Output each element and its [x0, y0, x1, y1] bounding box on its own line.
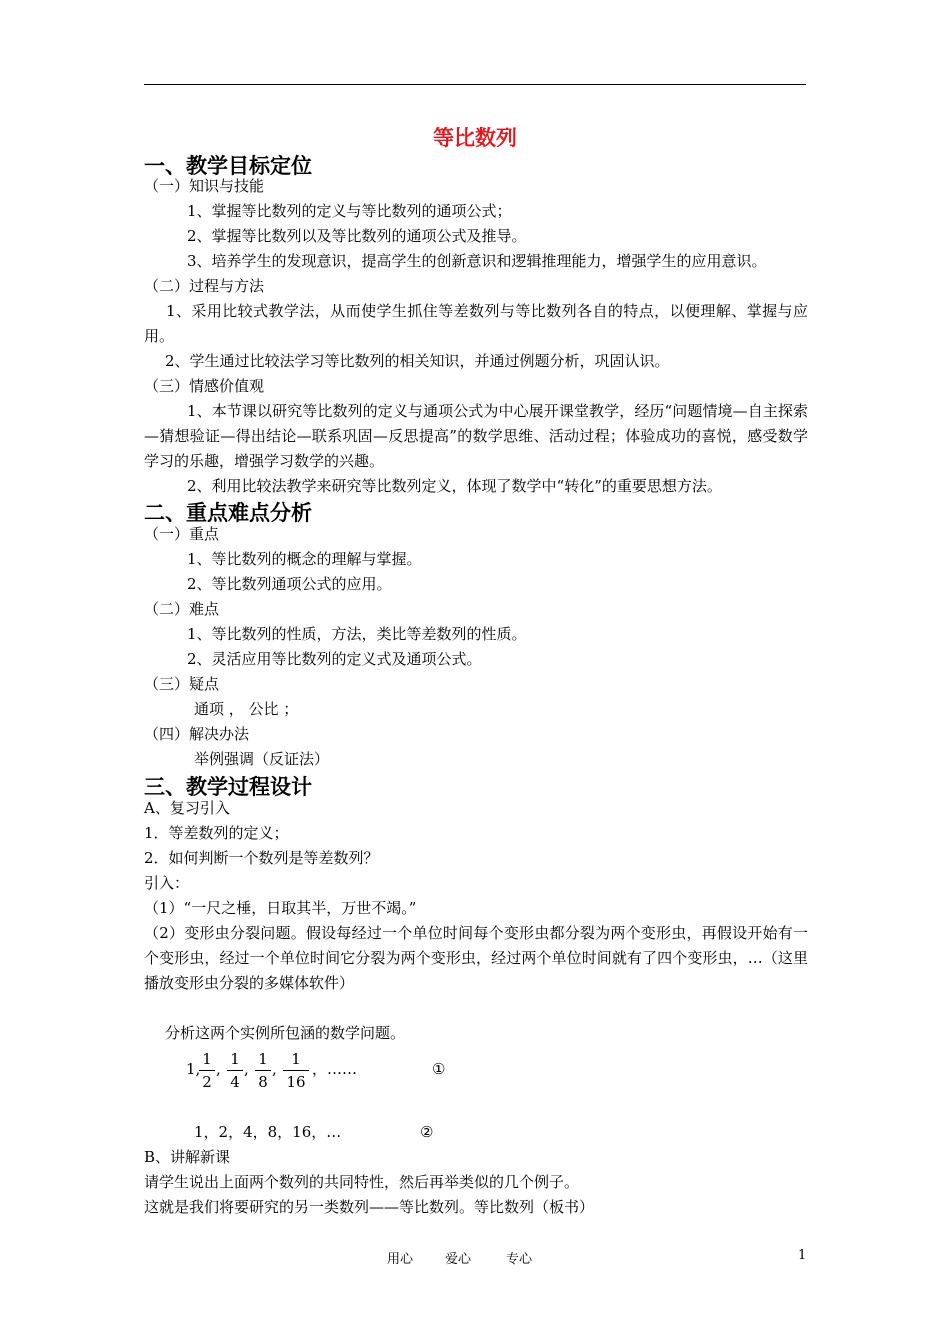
- footer-word: 用心: [387, 1252, 414, 1267]
- sequence-lead: 1,: [186, 1060, 201, 1078]
- paragraph: 1、本节课以研究等比数列的定义与通项公式为中心展开课堂教学，经历“问题情境—自主探索—猜想验证—得出结论—联系巩固—反思提高”的数学思维、活动过程；体验成功的喜悦，感受数学学习的乐趣，增强学习数学的兴趣。: [144, 402, 808, 470]
- separator: ,: [272, 1060, 277, 1078]
- list-item: 1、掌握等比数列的定义与等比数列的通项公式；: [187, 202, 512, 220]
- page-title: 等比数列: [433, 126, 517, 150]
- list-item: 1．等差数列的定义；: [144, 824, 289, 842]
- list-item: 2．如何判断一个数列是等差数列？: [144, 849, 379, 867]
- numerator: 1: [202, 1050, 212, 1068]
- list-item: 2、等比数列通项公式的应用。: [187, 575, 392, 593]
- paragraph: 分析这两个实例所包涵的数学问题。: [165, 1024, 406, 1042]
- footer-word: 专心: [506, 1252, 533, 1267]
- denominator: 2: [202, 1073, 212, 1091]
- paragraph: （2）变形虫分裂问题。假设每经过一个单位时间每个变形虫都分裂为两个变形虫，再假设开始有一个变形虫，经过一个单位时间它分裂为两个变形虫，经过两个单位时间就有了四个变形虫，…（这里播放变形虫分裂的多媒体软件）: [144, 924, 808, 992]
- paragraph: 请学生说出上面两个数列的共同特性，然后再举类似的几个例子。: [144, 1173, 580, 1191]
- subheading: （四）解决办法: [144, 725, 250, 743]
- section-heading-2: 二、重点难点分析: [144, 501, 312, 525]
- list-item: 1、等比数列的性质，方法，类比等差数列的性质。: [187, 625, 527, 643]
- numerator: 1: [258, 1050, 268, 1068]
- numerator: 1: [291, 1050, 301, 1068]
- denominator: 8: [258, 1073, 268, 1091]
- subheading: （一）重点: [144, 525, 220, 543]
- sequence-2: 1，2，4，8，16，…: [194, 1123, 342, 1141]
- marker-1: ①: [432, 1060, 446, 1078]
- list-item: 3、培养学生的发现意识，提高学生的创新意识和逻辑推理能力，增强学生的应用意识。: [187, 252, 767, 270]
- paragraph: 1、采用比较式教学法，从而使学生抓住等差数列与等比数列各自的特点，以便理解、掌握与应用。: [144, 302, 808, 345]
- subheading: （二）难点: [144, 600, 220, 618]
- separator: ,: [244, 1060, 249, 1078]
- denominator: 4: [230, 1073, 240, 1091]
- section-heading-1: 一、教学目标定位: [144, 154, 312, 178]
- subheading: A、复习引入: [144, 799, 230, 817]
- fraction: [199, 1049, 215, 1092]
- denominator: 16: [286, 1073, 306, 1091]
- footer-word: 爱心: [445, 1252, 472, 1267]
- section-heading-3: 三、教学过程设计: [144, 775, 312, 799]
- numerator: 1: [230, 1050, 240, 1068]
- header-rule: [144, 84, 806, 85]
- separator: ,: [216, 1060, 221, 1078]
- subheading: （二）过程与方法: [144, 277, 265, 295]
- subheading: B、讲解新课: [144, 1148, 231, 1166]
- marker-2: ②: [420, 1123, 434, 1141]
- list-item: 2、掌握等比数列以及等比数列的通项公式及推导。: [187, 227, 527, 245]
- paragraph: 引入：: [144, 874, 190, 892]
- list-item: 举例强调（反证法）: [194, 750, 330, 768]
- subheading: （三）情感价值观: [144, 377, 265, 395]
- page-number: 1: [798, 1248, 807, 1263]
- list-item: 1、等比数列的概念的理解与掌握。: [187, 550, 422, 568]
- subheading: （一）知识与技能: [144, 177, 265, 195]
- list-item: 通项 ， 公比 ；: [194, 700, 299, 718]
- fraction: [227, 1049, 243, 1092]
- fraction: [255, 1049, 271, 1092]
- sequence-tail: ，……: [312, 1060, 358, 1078]
- paragraph: 这就是我们将要研究的另一类数列——等比数列。等比数列（板书）: [144, 1198, 595, 1216]
- list-item: 2、灵活应用等比数列的定义式及通项公式。: [187, 650, 482, 668]
- list-item: 2、学生通过比较法学习等比数列的相关知识，并通过例题分析，巩固认识。: [165, 352, 670, 370]
- subheading: （三）疑点: [144, 675, 220, 693]
- paragraph: （1）“一尺之棰，日取其半，万世不竭。”: [144, 899, 417, 917]
- list-item: 2、利用比较法教学来研究等比数列定义，体现了数学中“转化”的重要思想方法。: [187, 477, 722, 495]
- fraction: [283, 1049, 309, 1092]
